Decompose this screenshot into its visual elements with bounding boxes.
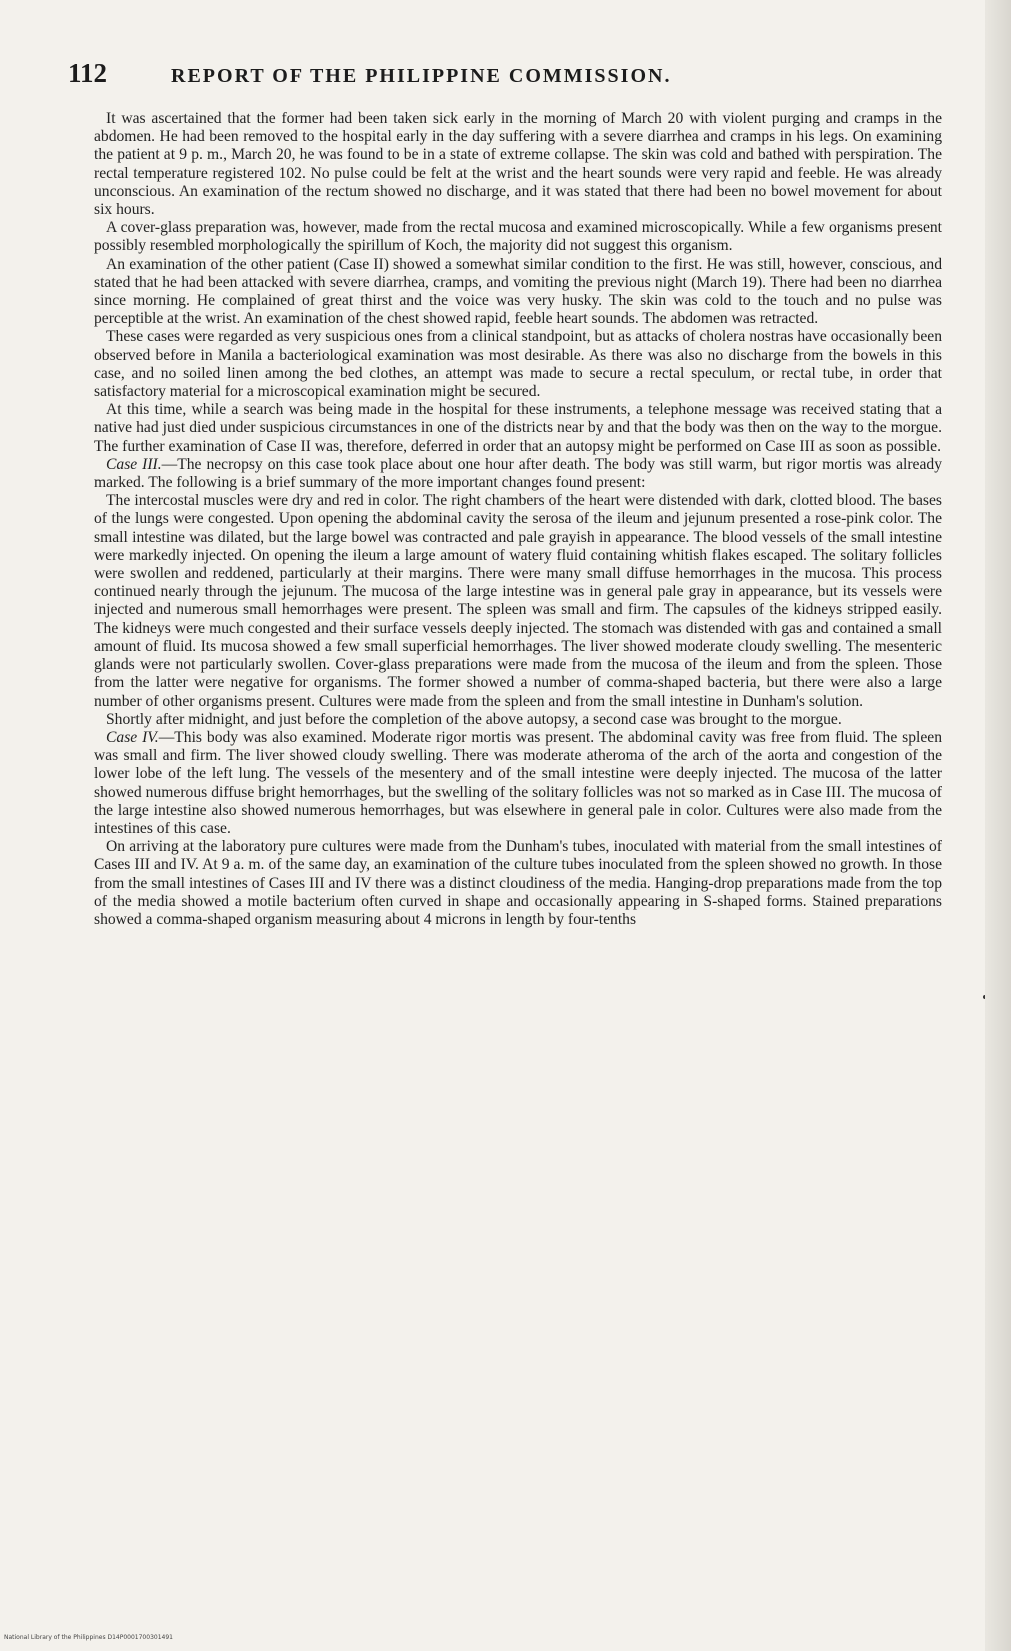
paragraph: The intercostal muscles were dry and red in color. The right chambers of the heart were distended with dark, clotted blood. The bases of the lungs were congested. Upon opening the abdominal cavity the serosa of the ileum and jejunum presented a rose-pink color. The small intestine was dilated, but the large bowel was contracted and pale grayish in appearance. The blood vessels of the small intestine were markedly injected. On opening the ileum a large amount of watery fluid containing whitish flakes escaped. The solitary follicles were swollen and reddened, particularly at their margins. There were many small diffuse hemorrhages in the mucosa. This process continued nearly through the jejunum. The mucosa of the large intestine was in general pale gray in appearance, but its vessels were injected and numerous small hemorrhages were present. The spleen was small and firm. The capsules of the kidneys stripped easily. The kidneys were much congested and their surface vessels deeply injected. The stomach was distended with gas and contained a small amount of fluid. Its mucosa showed a few small superficial hemorrhages. The liver showed moderate cloudy swelling. The mesenteric glands were not particularly swollen. Cover-glass preparations were made from the mucosa of the ileum and from the spleen. Those from the latter were negative for organisms. The former showed a number of comma-shaped bacteria, but there were also a large number of other organisms present. Cultures were made from the spleen and from the small intestine in Dunham's solution.	[94, 492, 942, 710]
paragraph: It was ascertained that the former had been taken sick early in the morning of March 20 with violent purging and cramps in the abdomen. He had been removed to the hospital early in the day suffering with a severe diarrhea and cramps in his legs. On examining the patient at 9 p. m., March 20, he was found to be in a state of extreme collapse. The skin was cold and bathed with perspiration. The rectal temperature registered 102. No pulse could be felt at the wrist and the heart sounds were very rapid and feeble. He was already unconscious. An examination of the rectum showed no discharge, and it was stated that there had been no bowel movement for about six hours.	[94, 110, 942, 219]
case-iv-text: —This body was also examined. Moderate rigor mortis was present. The abdominal cavity was free from fluid. The spleen was small and firm. The liver showed cloudy swelling. There was moderate atheroma of the arch of the aorta and congestion of the lower lobe of the left lung. The vessels of the mesentery and of the small intestine were deeply injected. The mucosa of the latter showed numerous diffuse bright hemorrhages, but the swelling of the solitary follicles was not so marked as in Case III. The mucosa of the large intestine also showed numerous hemorrhages, but was elsewhere in general pale in color. Cultures were also made from the intestines of this case.	[94, 728, 942, 837]
paragraph: On arriving at the laboratory pure cultures were made from the Dunham's tubes, inoculated with material from the small intestines of Cases III and IV. At 9 a. m. of the same day, an examination of the culture tubes inoculated from the spleen showed no growth. In those from the small intestines of Cases III and IV there was a distinct cloudiness of the media. Hanging-drop preparations made from the top of the media showed a motile bacterium often curved in shape and occasionally appearing in S-shaped forms. Stained preparations showed a comma-shaped organism measuring about 4 microns in length by four-tenths	[94, 838, 942, 928]
page-spine-shadow	[985, 0, 1011, 1651]
paragraph: These cases were regarded as very suspicious ones from a clinical standpoint, but as attacks of cholera nostras have occasionally been observed before in Manila a bacteriological examination was most desirable. As there was also no discharge from the bowels in this case, and no soiled linen among the bed clothes, an attempt was made to secure a rectal speculum, or rectal tube, in order that satisfactory material for a microscopical examination might be secured.	[94, 328, 942, 401]
page-number: 112	[68, 58, 108, 88]
running-title: REPORT OF THE PHILIPPINE COMMISSION.	[171, 65, 672, 87]
page-header	[68, 58, 948, 89]
case-iv-paragraph	[94, 729, 942, 838]
case-iii-paragraph	[94, 456, 942, 492]
scan-footer: National Library of the Philippines D14P0001700301491	[4, 1634, 173, 1641]
case-iii-label: Case III.	[106, 455, 162, 473]
paragraph: A cover-glass preparation was, however, made from the rectal mucosa and examined microscopically. While a few organisms present possibly resembled morphologically the spirillum of Koch, the majority did not suggest this organism.	[94, 219, 942, 255]
paragraph: At this time, while a search was being made in the hospital for these instruments, a telephone message was received stating that a native had just died under suspicious circumstances in one of the districts near by and that the body was then on the way to the morgue. The further examination of Case II was, therefore, deferred in order that an autopsy might be performed on Case III as soon as possible.	[94, 401, 942, 455]
case-iv-label: Case IV.	[106, 728, 159, 746]
paragraph: An examination of the other patient (Case II) showed a somewhat similar condition to the first. He was still, however, conscious, and stated that he had been attacked with severe diarrhea, cramps, and vomiting the previous night (March 19). There had been no diarrhea since morning. He complained of great thirst and the voice was very husky. The skin was cold to the touch and no pulse was perceptible at the wrist. An examination of the chest showed rapid, feeble heart sounds. The abdomen was retracted.	[94, 255, 942, 328]
case-iii-text: —The necropsy on this case took place about one hour after death. The body was still warm, but rigor mortis was already marked. The following is a brief summary of the more important changes found present:	[94, 455, 942, 492]
paragraph: Shortly after midnight, and just before the completion of the above autopsy, a second case was brought to the morgue.	[106, 710, 842, 728]
body-text	[94, 110, 942, 929]
